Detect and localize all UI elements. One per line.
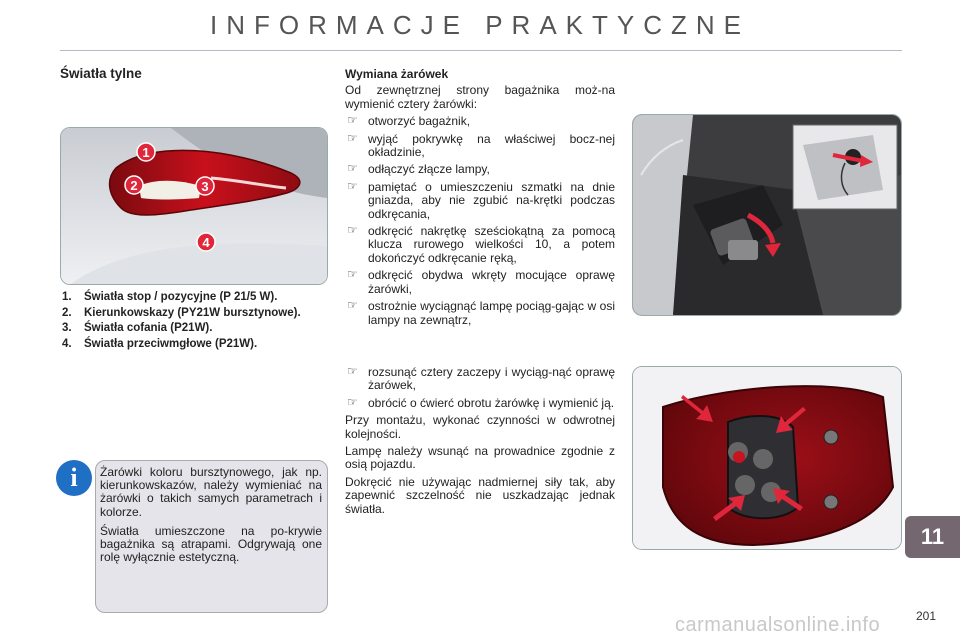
legend-item: 4. Światła przeciwmgłowe (P21W). — [62, 337, 258, 350]
tail-light-photo — [60, 127, 328, 285]
section-title: Światła tylne — [60, 66, 142, 81]
step-item: ☞ obrócić o ćwierć obrotu żarówkę i wymienić ją. — [347, 394, 615, 410]
watermark: carmanualsonline.info — [675, 614, 881, 636]
info-paragraph: Żarówki koloru bursztynowego, jak np. kierunkowskazów, należy wymieniać na żarówki o takich samych parametrach i kolorze. — [100, 465, 322, 519]
instructions-intro: Od zewnętrznej strony bagażnika moż-na wymienić cztery żarówki: — [345, 83, 615, 111]
callout-3: 3 — [201, 179, 209, 194]
instructions-paragraph: Dokręcić nie używając nadmiernej siły tak, aby zapewnić szczelność nie uszkadzając jednak światła. — [345, 474, 615, 516]
step-item: ☞ rozsunąć cztery zaczepy i wyciąg-nąć oprawę żarówek, — [347, 364, 615, 393]
step-item: ☞ odkręcić obydwa wkręty mocujące oprawę żarówki, — [347, 267, 615, 296]
instructions-paragraph: Lampę należy wsunąć na prowadnice zgodnie z osią pojazdu. — [345, 444, 615, 472]
hand-pointer-icon: ☞ — [347, 394, 358, 409]
hand-pointer-icon: ☞ — [347, 223, 358, 238]
hand-pointer-icon: ☞ — [347, 161, 358, 176]
step-item: ☞ odkręcić nakrętkę sześciokątną za pomocą klucza rurowego wielkości 10, a potem dokończyć odkręcanie ręką, — [347, 223, 615, 265]
step-item: ☞ odłączyć złącze lampy, — [347, 161, 490, 177]
info-icon: i — [56, 460, 92, 496]
lamp-back-photo — [632, 366, 902, 550]
instructions-top — [345, 68, 615, 331]
info-text — [100, 466, 322, 570]
trunk-photo — [632, 114, 902, 316]
hand-pointer-icon: ☞ — [347, 267, 358, 282]
hand-pointer-icon: ☞ — [347, 113, 358, 128]
hand-pointer-icon: ☞ — [347, 298, 358, 313]
instructions-heading: Wymiana żarówek — [345, 67, 449, 81]
info-paragraph: Światła umieszczone na po-krywie bagażnika są atrapami. Odgrywają one rolę wyłącznie estetyczną. — [100, 523, 322, 565]
page-number: 201 — [916, 609, 937, 623]
hand-pointer-icon: ☞ — [347, 130, 358, 145]
step-item: ☞ wyjąć pokrywkę na właściwej bocz-nej okładzinie, — [347, 130, 615, 160]
instructions-bottom — [345, 366, 615, 520]
step-item: ☞ ostrożnie wyciągnąć lampę pociąg-gając w osi lampy na zewnątrz, — [347, 298, 615, 327]
step-item: ☞ pamiętać o umieszczeniu szmatki na dnie gniazda, aby nie zgubić na-krętki podczas odkręcania, — [347, 178, 615, 221]
hand-pointer-icon: ☞ — [347, 178, 358, 193]
chapter-tab: 11 — [905, 516, 960, 558]
hand-pointer-icon: ☞ — [347, 364, 358, 378]
legend-item: 3. Światła cofania (P21W). — [62, 322, 213, 334]
callout-1: 1 — [142, 145, 150, 160]
header-divider — [60, 50, 902, 51]
callout-2: 2 — [130, 178, 138, 193]
page-header: INFORMACJE PRAKTYCZNE — [209, 10, 751, 40]
step-item: ☞ otworzyć bagażnik, — [347, 113, 471, 129]
callout-4: 4 — [202, 235, 210, 250]
legend-list — [62, 291, 327, 353]
instructions-paragraph: Przy montażu, wykonać czynności w odwrotnej kolejności. — [345, 413, 615, 441]
legend-item: 2. Kierunkowskazy (PY21W bursztynowe). — [62, 306, 301, 319]
legend-item: 1. Światła stop / pozycyjne (P 21/5 W). — [62, 291, 278, 303]
